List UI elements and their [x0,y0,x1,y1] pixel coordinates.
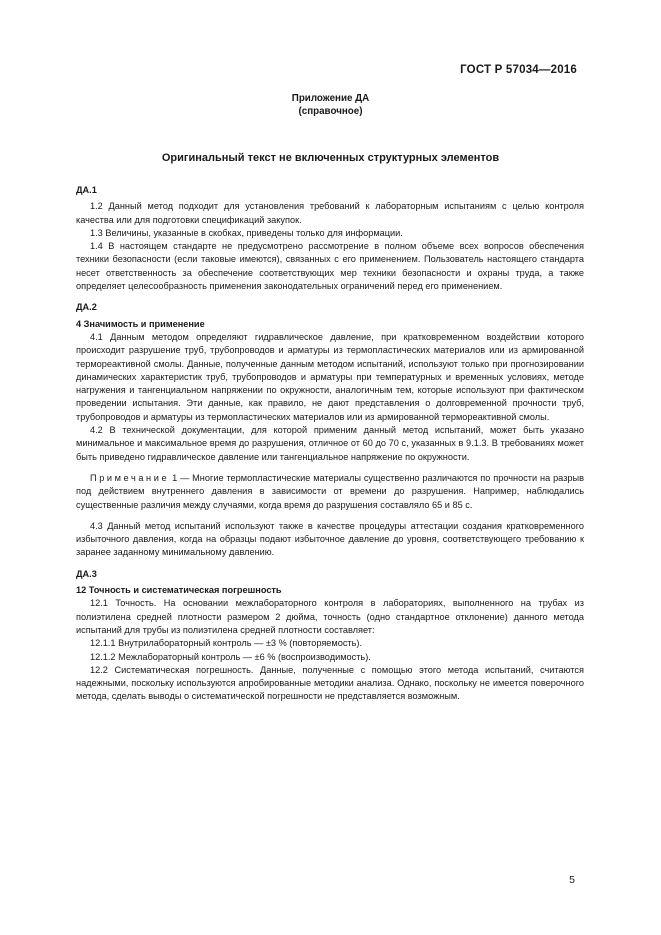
appendix-subtitle: (справочное) [298,106,363,117]
paragraph-12-1-1: 12.1.1 Внутрилабораторный контроль — ±3 % (повторяемость). [90,638,363,649]
section-label-da3: ДА.3 [76,568,97,579]
paragraph-4-1: 4.1 Данным методом определяют гидравлическое давление, при кратковременном воздействии которого происходит разрушение труб, трубопроводов и арматуры из термопластических материалов или из армированной термореактивной смолы. Данные, полученные данным методом испытаний, используют только при прогнозировании динамических характеристик труб, трубопроводов и арматуры при температурных и временных условиях, методе нагружения и тангенциальном напряжении по окружности, аналогичным тем, которые используют при фактическом проведении испытания. Эти данные, как правило, не дают представления о долговременной прочности труб, трубопроводов и арматуры из термопластических материалов или из армированной термореактивной смолы. [76,331,584,422]
paragraph-1-2: 1.2 Данный метод подходит для установления требований к лабораторным испытаниям с целью контроля качества или для подготовки спецификаций закупок. [76,201,584,225]
paragraph-4-2: 4.2 В технической документации, для которой применим данный метод испытаний, может быть указано минимальное и максимальное время до разрушения, отличное от 60 до 70 с, указанных в 9.1.3. В требованиях может быть приведено гидравлическое давление или тангенциальное напряжение по окружности. [76,425,584,462]
subsection-heading-4: 4 Значимость и применение [76,318,205,329]
paragraph-1-4: 1.4 В настоящем стандарте не предусмотрено рассмотрение в полном объеме всех вопросов обеспечения техники безопасности (если таковые имеются), связанных с его применением. Пользователь настоящего стандарта несет ответственность за обеспечение соответствующих мер техники безопасности и охраны труда, а также определяет целесообразность применения законодательных ограничений перед его применением. [76,241,584,292]
paragraph-1-3: 1.3 Величины, указанные в скобках, приведены только для информации. [90,227,403,238]
page-number: 5 [569,874,575,886]
page-title: Оригинальный текст не включенных структурных элементов [161,152,500,164]
paragraph-12-1-2: 12.1.2 Межлабораторный контроль — ±6 % (воспроизводимость). [90,651,371,662]
subsection-heading-12: 12 Точность и систематическая погрешность [76,585,282,596]
paragraph-12-1: 12.1 Точность. На основании межлабораторного контроля в лабораториях, выполненного на трубах из полиэтилена средней плотности размером 2 дюйма, точность (одно стандартное отклонение) данного метода испытаний для трубы из полиэтилена средней плотности составляет: [76,598,584,635]
paragraph-12-2: 12.2 Систематическая погрешность. Данные, полученные с помощью этого метода испытаний, считаются надежными, поскольку используются апробированные методики анализа. Однако, поскольку не имеется поверочного метода, сделать выводы о систематической погрешности не представляется возможным. [76,664,584,702]
paragraph-4-3: 4.3 Данный метод испытаний используют также в качестве процедуры аттестации создания кратковременного избыточного давления, когда на образцы подают избыточное давление до уровня, соответствующего требованию к заранее заданному минимальному давлению. [76,520,584,558]
appendix-heading [0,92,661,118]
section-label-da2: ДА.2 [76,302,97,313]
note-text: 1 — Многие термопластические материалы существенно различаются по прочности на разрыв под действием внутреннего давления в зависимости от времени до разрушения. Например, наблюдались существенные различия между случаями, когда время до разрушения составляло 65 и 85 с. [76,472,584,510]
note-paragraph [76,472,584,512]
note-label: Примечание [90,472,170,483]
document-number: ГОСТ Р 57034—2016 [460,64,577,76]
appendix-title: Приложение ДА [291,93,370,104]
section-label-da1: ДА.1 [76,185,97,195]
document-body [76,184,584,704]
